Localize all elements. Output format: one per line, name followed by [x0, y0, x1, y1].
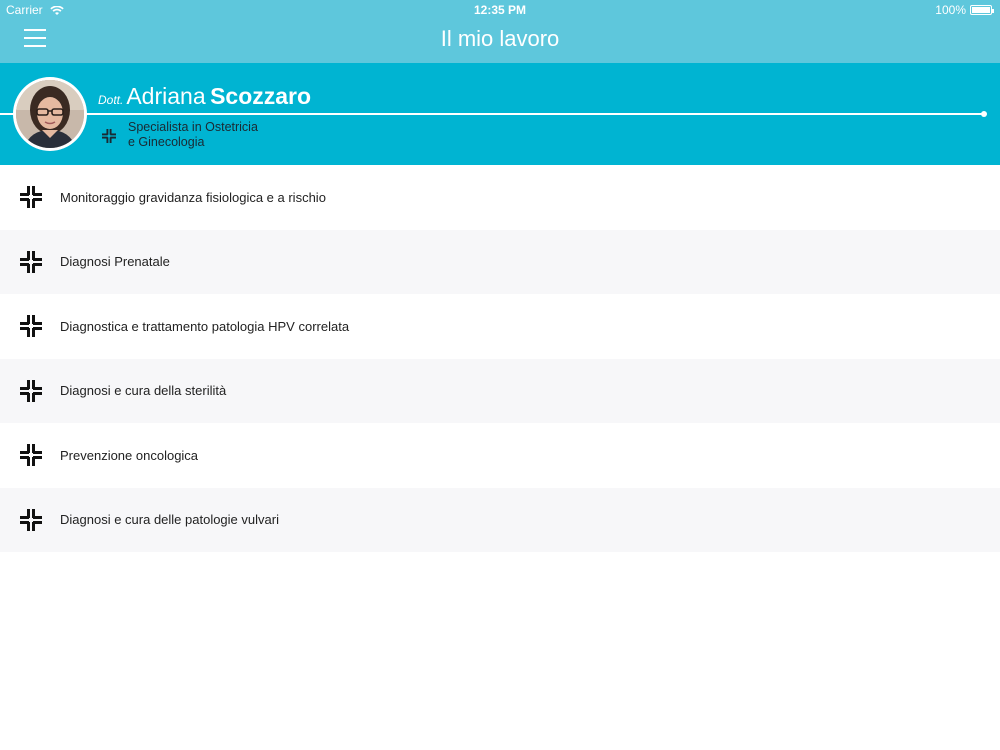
- profile-header: [0, 63, 1000, 165]
- cross-icon: [20, 251, 42, 273]
- work-list: [0, 165, 1000, 552]
- page-title: Il mio lavoro: [440, 26, 560, 51]
- status-time: 12:35 PM: [473, 3, 527, 17]
- list-item-label: Monitoraggio gravidanza fisiologica e a rischio: [60, 189, 326, 205]
- list-item-label: Prevenzione oncologica: [60, 447, 199, 463]
- battery-percent: 100%: [935, 3, 966, 17]
- specialty-line-2: e Ginecologia: [128, 135, 205, 149]
- avatar-frame: [13, 77, 87, 151]
- cross-icon: [20, 380, 42, 402]
- doctor-last-name: Scozzaro: [210, 83, 312, 109]
- list-item[interactable]: [0, 423, 1000, 488]
- list-item[interactable]: [0, 294, 1000, 359]
- list-item-label: Diagnosi e cura della sterilità: [60, 383, 227, 399]
- doctor-title-prefix: Dott.: [98, 93, 124, 107]
- doctor-first-name: Adriana: [126, 83, 206, 109]
- list-item[interactable]: [0, 230, 1000, 295]
- carrier-label: Carrier: [6, 3, 43, 17]
- cross-icon: [102, 129, 116, 143]
- profile-divider-line: [0, 113, 984, 115]
- navigation-bar: [0, 0, 1000, 63]
- specialty-text: [128, 120, 258, 150]
- list-item[interactable]: [0, 488, 1000, 553]
- battery-icon: [970, 5, 992, 15]
- doctor-name: [98, 83, 311, 110]
- cross-icon: [20, 509, 42, 531]
- avatar: [16, 80, 84, 148]
- cross-icon: [20, 444, 42, 466]
- specialty-line-1: Specialista in Ostetricia: [128, 120, 258, 134]
- cross-icon: [20, 186, 42, 208]
- list-item-label: Diagnostica e trattamento patologia HPV correlata: [60, 318, 350, 334]
- list-item[interactable]: [0, 165, 1000, 230]
- list-item[interactable]: [0, 359, 1000, 424]
- cross-icon: [20, 315, 42, 337]
- status-battery: [935, 3, 992, 17]
- profile-line-end-dot: [981, 111, 987, 117]
- avatar-photo: [16, 80, 84, 148]
- list-item-label: Diagnosi Prenatale: [60, 254, 170, 270]
- list-item-label: Diagnosi e cura delle patologie vulvari: [60, 512, 279, 528]
